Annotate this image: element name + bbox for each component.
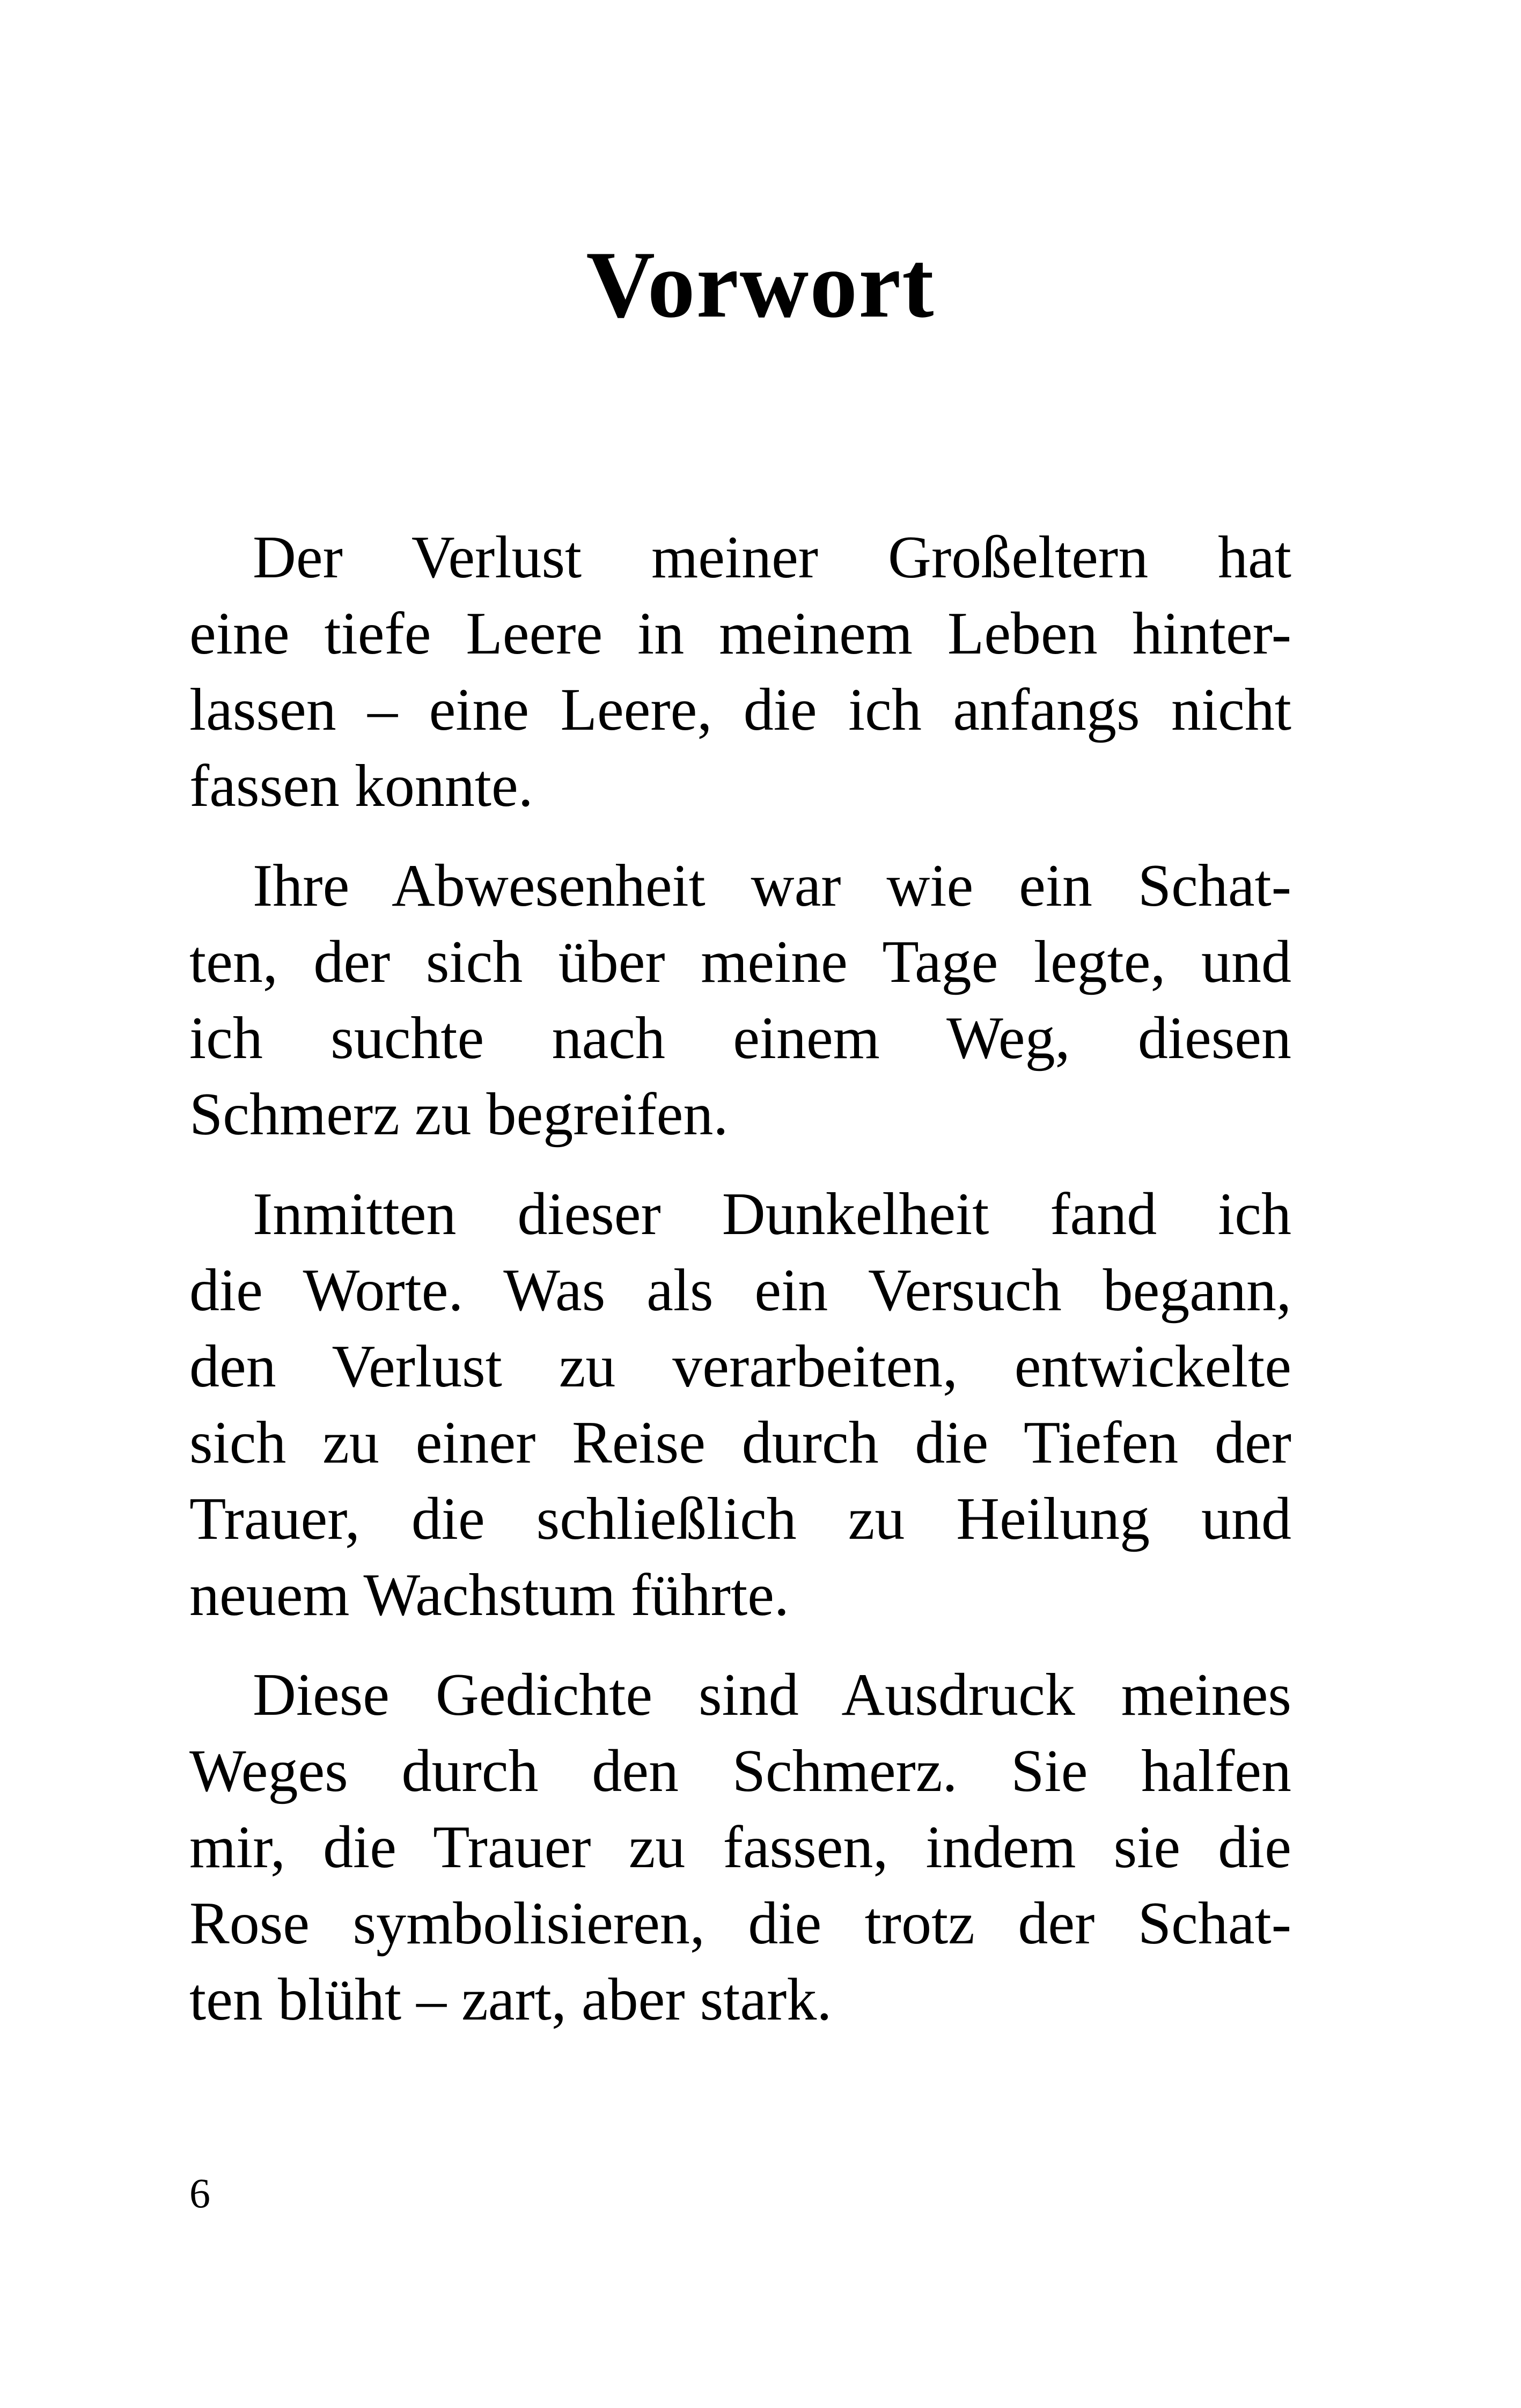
- text-line: Der Verlust meiner Großeltern hat: [253, 524, 1291, 591]
- text-line: lassen – eine Leere, die ich anfangs nicht: [189, 677, 1291, 743]
- text-line: ich suchte nach einem Weg, diesen: [189, 1005, 1291, 1071]
- paragraph-2: [189, 848, 1291, 1152]
- text-line: eine tiefe Leere in meinem Leben hinter-: [189, 600, 1291, 667]
- text-line: neuem Wachstum führte.: [189, 1562, 789, 1628]
- text-line: Trauer, die schließlich zu Heilung und: [189, 1486, 1291, 1552]
- text-line: Ihre Abwesenheit war wie ein Schat-: [253, 853, 1291, 919]
- preface-text: [189, 519, 1291, 2061]
- text-line: Diese Gedichte sind Ausdruck meines: [253, 1662, 1291, 1728]
- text-line: die Worte. Was als ein Versuch begann,: [189, 1257, 1291, 1324]
- page-number: 6: [189, 2170, 210, 2216]
- text-line: Rose symbolisieren, die trotz der Schat-: [189, 1890, 1291, 1957]
- text-line: sich zu einer Reise durch die Tiefen der: [189, 1409, 1291, 1476]
- text-line: ten, der sich über meine Tage legte, und: [189, 929, 1291, 995]
- text-line: Weges durch den Schmerz. Sie halfen: [189, 1738, 1291, 1804]
- text-line: fassen konnte.: [189, 753, 533, 819]
- paragraph-4: [189, 1657, 1291, 2038]
- text-line: Inmitten dieser Dunkelheit fand ich: [253, 1181, 1291, 1247]
- text-line: ten blüht – zart, aber stark.: [189, 1966, 832, 2033]
- text-line: Schmerz zu begreifen.: [189, 1081, 729, 1148]
- page-title: Vorwort: [586, 231, 935, 337]
- paragraph-3: [189, 1176, 1291, 1633]
- paragraph-1: [189, 519, 1291, 824]
- text-line: den Verlust zu verarbeiten, entwickelte: [189, 1333, 1291, 1400]
- text-line: mir, die Trauer zu fassen, indem sie die: [189, 1814, 1291, 1881]
